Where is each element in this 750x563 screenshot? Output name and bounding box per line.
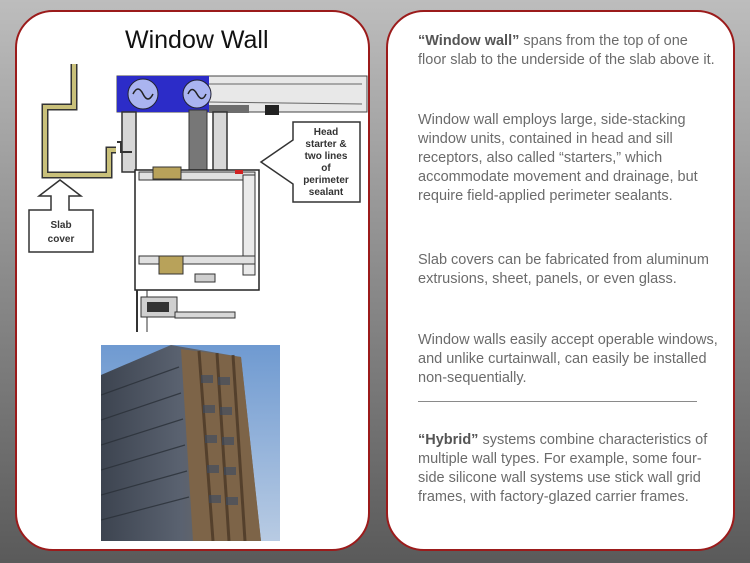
- building-photo: [101, 345, 280, 541]
- left-panel: [15, 10, 370, 551]
- callout-head-line-3: two lines: [304, 151, 348, 162]
- right-panel: [386, 10, 735, 551]
- paragraph-operable-windows: Window walls easily accept operable windows, and unlike curtainwall, can easily be installed non-sequentially.: [418, 332, 718, 386]
- callout-head-line-1: Head: [313, 127, 339, 138]
- callout-head-line-6: sealant: [308, 187, 344, 198]
- slab-cover-callout: [29, 180, 93, 252]
- slab-cover-profile: [45, 64, 116, 175]
- window-wall-section-diagram: [17, 12, 372, 342]
- divider-line: [418, 401, 697, 402]
- hybrid-description: systems combine characteristics of multiple wall types. For example, some four-side silicone wall systems use stick wall grid frames, with factory-glazed carrier frames.: [418, 432, 708, 505]
- paragraph-hybrid: [418, 431, 718, 507]
- head-starter-callout: [261, 122, 360, 202]
- paragraph-side-stacking: Window wall employs large, side-stacking window units, contained in head and sill receptors, also called “starters,” which accommodate movement and drainage, but require field-applied perimeter sealants.: [418, 112, 698, 204]
- window-wall-description: spans from the top of one floor slab to the underside of the slab above it.: [418, 33, 715, 68]
- callout-head-line-4: of: [321, 163, 331, 174]
- callout-head-line-5: perimeter: [303, 175, 349, 186]
- paragraph-slab-covers: Slab covers can be fabricated from aluminum extrusions, sheet, panels, or even glass.: [418, 252, 709, 287]
- term-window-wall: “Window wall”: [418, 33, 520, 49]
- callout-slab-line-2: cover: [47, 234, 75, 245]
- paragraph-window-wall: [418, 32, 718, 70]
- callout-slab-line-1: Slab: [50, 220, 72, 231]
- upper-slab: [117, 76, 367, 115]
- slide-title: Window Wall: [125, 26, 269, 54]
- term-hybrid: “Hybrid”: [418, 432, 479, 448]
- head-starter: [117, 110, 227, 172]
- window-frame: [135, 167, 259, 332]
- callout-head-line-2: starter &: [305, 139, 347, 150]
